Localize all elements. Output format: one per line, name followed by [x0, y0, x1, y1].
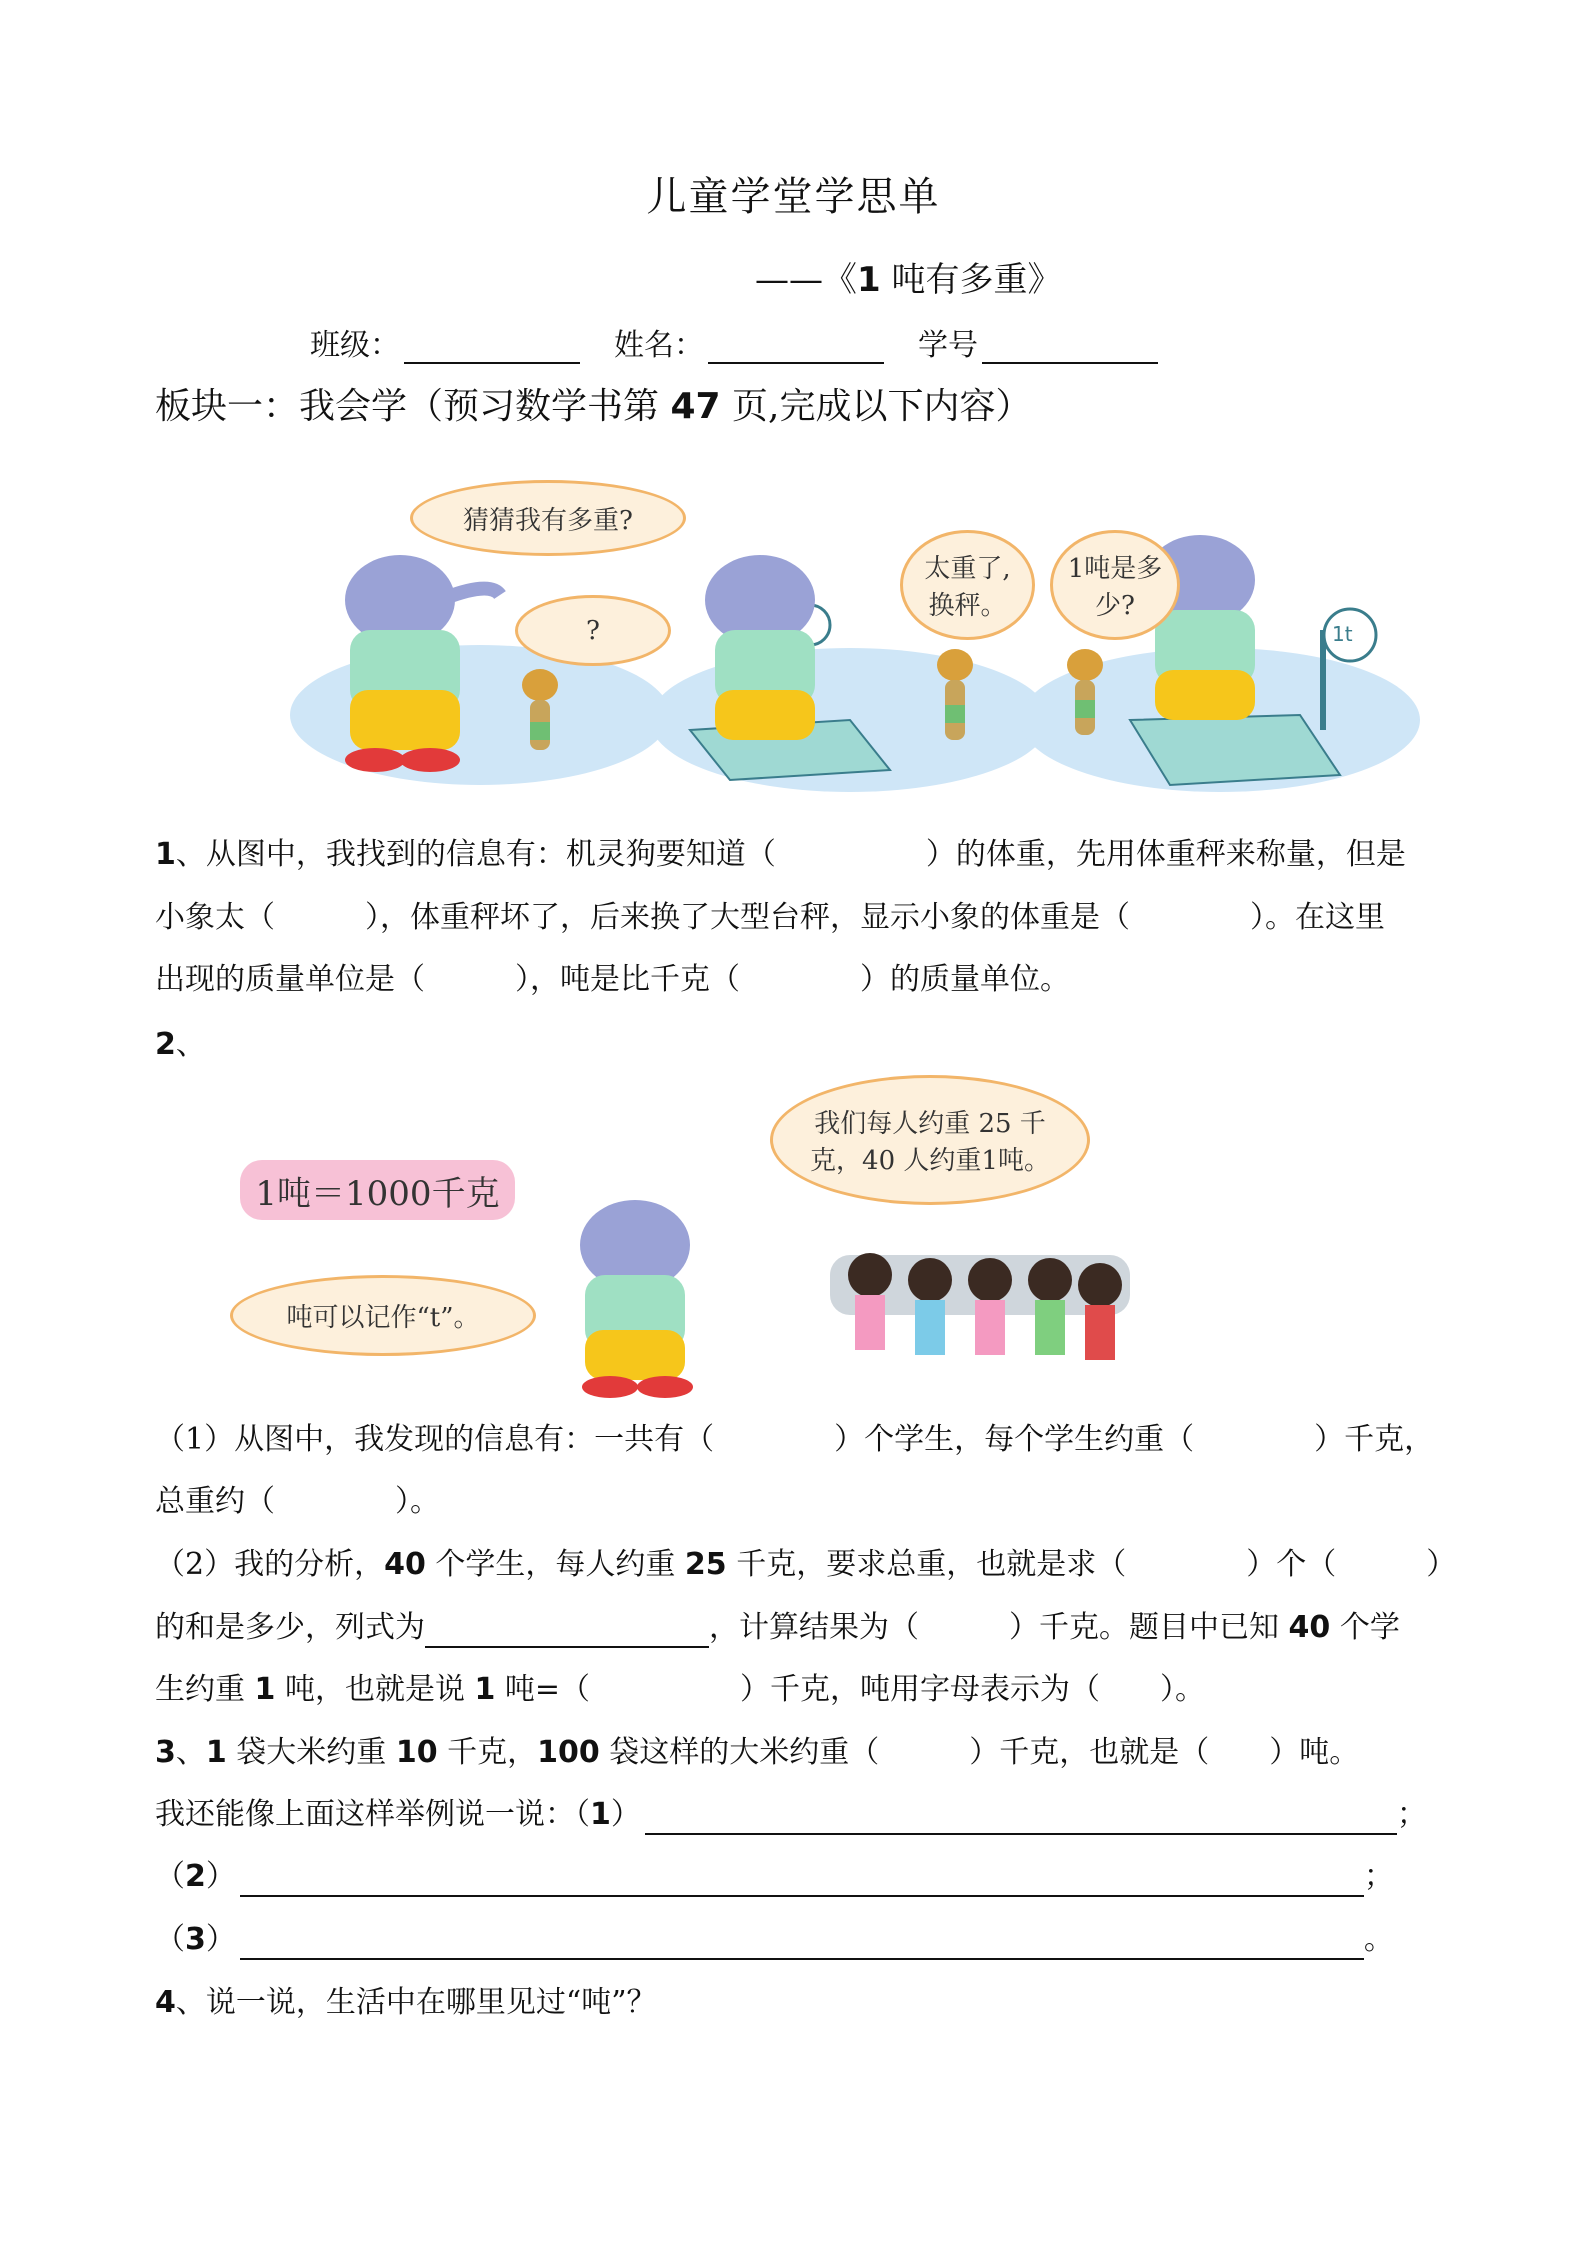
q4-number: 4: [155, 1985, 176, 2020]
q4-text: 、说一说，生活中在哪里见过“吨”？: [175, 1985, 657, 2020]
q1-line1: [155, 835, 1406, 875]
formula-blank[interactable]: [425, 1616, 709, 1648]
q2p2-line3-b: 1: [254, 1672, 276, 1707]
q2-part2-line2: [155, 1608, 1400, 1648]
speech-bubble-how-much: 1吨是多少?: [1050, 530, 1180, 640]
q2p2-c: 个学生，每人约重: [425, 1547, 685, 1582]
q3-example-2: [155, 1857, 1394, 1897]
q4-line: [155, 1983, 657, 2023]
speech-bubble-guess: 猜猜我有多重?: [410, 480, 686, 556]
comic2-illustration: [230, 1075, 1230, 1405]
q2p2-a: （2）我的分析，: [155, 1547, 385, 1582]
section-heading-page: 47: [670, 386, 721, 427]
q2p2-b: 40: [384, 1547, 426, 1582]
q2-part1-line2: 总重约（ ）。: [155, 1484, 440, 1519]
q3-g: 袋这样的大米约重（ ）千克，也就是（ ）吨。: [599, 1735, 1360, 1770]
q1-number: 1: [155, 837, 176, 872]
page-title: 儿童学堂学思单: [646, 174, 941, 220]
example-3-number: 3: [185, 1922, 206, 1957]
q2p2-line3-e: 吨=（ ）千克，吨用字母表示为（ ）。: [495, 1672, 1206, 1707]
student-info-row: [310, 320, 1158, 364]
example-3-close: ）: [205, 1922, 236, 1957]
example-1-blank[interactable]: [645, 1803, 1397, 1835]
elephant-figure-2: [580, 1200, 693, 1398]
q3-b: 1: [205, 1735, 227, 1770]
q2p2-line2-d: 个学: [1330, 1610, 1400, 1645]
example-3-open: （: [155, 1922, 185, 1957]
speech-bubble-question: ?: [515, 595, 671, 666]
q3-d: 10: [395, 1735, 438, 1770]
example-2-open: （: [155, 1859, 185, 1894]
example-2-end: ；: [1363, 1859, 1394, 1894]
q3-f: 100: [537, 1735, 600, 1770]
q2p2-e: 千克，要求总重，也就是求（ ）个（ ）: [726, 1547, 1457, 1582]
q2-heading: [155, 1025, 206, 1065]
q3-e: 千克，: [437, 1735, 538, 1770]
page-subtitle: [755, 252, 1061, 301]
q3-a: 、: [175, 1735, 206, 1770]
q3-c: 袋大米约重: [226, 1735, 396, 1770]
subtitle-dash: ——《: [755, 260, 857, 300]
comic2-figures: [230, 1075, 1230, 1405]
example-2-close: ）: [205, 1859, 236, 1894]
example-prefix: 我还能像上面这样举例说一说：（: [155, 1797, 590, 1832]
q3-example-3: [155, 1920, 1394, 1960]
q2p2-d: 25: [684, 1547, 727, 1582]
q2-mark: 、: [175, 1027, 206, 1062]
q1-line2: 小象太（ ），体重秤坏了，后来换了大型台秤，显示小象的体重是（ ）。在这里: [155, 900, 1385, 935]
q2p2-line2-b: ，计算结果为（ ）千克。题目中已知: [709, 1610, 1289, 1645]
q2-part2-line3: [155, 1670, 1205, 1710]
q2-part2-line1: [155, 1545, 1456, 1585]
q2p2-line3-a: 生约重: [155, 1672, 255, 1707]
q2-part1-line1: （1）从图中，我发现的信息有：一共有（ ）个学生，每个学生约重（ ）千克，: [155, 1422, 1435, 1457]
class-field[interactable]: [404, 328, 580, 364]
q1-line3: 出现的质量单位是（ ），吨是比千克（ ）的质量单位。: [155, 962, 1070, 997]
example-1-end: ；: [1396, 1797, 1427, 1832]
name-field[interactable]: [708, 328, 884, 364]
example-2-blank[interactable]: [240, 1865, 1364, 1897]
scale-display: 1t: [1332, 622, 1353, 646]
q2p2-line3-c: 吨，也就是说: [275, 1672, 475, 1707]
students-group: [830, 1253, 1130, 1360]
example-2-number: 2: [185, 1859, 206, 1894]
name-label: 姓名：: [614, 328, 704, 363]
q2p2-line3-d: 1: [474, 1672, 496, 1707]
subtitle-number: 1: [857, 260, 881, 300]
id-label: 学号: [918, 328, 978, 363]
example-1-number: 1: [590, 1797, 611, 1832]
example-1-close: ）: [610, 1797, 641, 1832]
subtitle-text: 吨有多重》: [880, 260, 1062, 300]
q3-example-1: [155, 1795, 1427, 1835]
speech-bubble-t: 吨可以记作“t”。: [230, 1275, 536, 1356]
q2p2-line2-c: 40: [1288, 1610, 1331, 1645]
q2-number: 2: [155, 1027, 176, 1062]
q3-line1: [155, 1733, 1359, 1773]
section-heading-prefix: 板块一：我会学（预习数学书第: [155, 386, 671, 427]
class-label: 班级：: [310, 328, 400, 363]
example-3-blank[interactable]: [240, 1928, 1364, 1960]
speech-bubble-students: 我们每人约重 25 千克，40 人约重1吨。: [770, 1075, 1090, 1205]
ton-conversion-tag: 1吨＝1000千克: [240, 1160, 515, 1220]
q2p2-line2-a: 的和是多少，列式为: [155, 1610, 425, 1645]
section-heading-suffix: 页,完成以下内容）: [720, 386, 1032, 427]
section-heading: [155, 378, 1031, 429]
example-3-end: 。: [1363, 1922, 1394, 1957]
comic-illustration: [290, 460, 1410, 800]
q1-text1: 、从图中，我找到的信息有：机灵狗要知道（ ）的体重，先用体重秤来称量，但是: [175, 837, 1406, 872]
q3-number: 3: [155, 1735, 176, 1770]
id-field[interactable]: [982, 328, 1158, 364]
speech-bubble-too-heavy: 太重了,换秤。: [900, 530, 1035, 640]
